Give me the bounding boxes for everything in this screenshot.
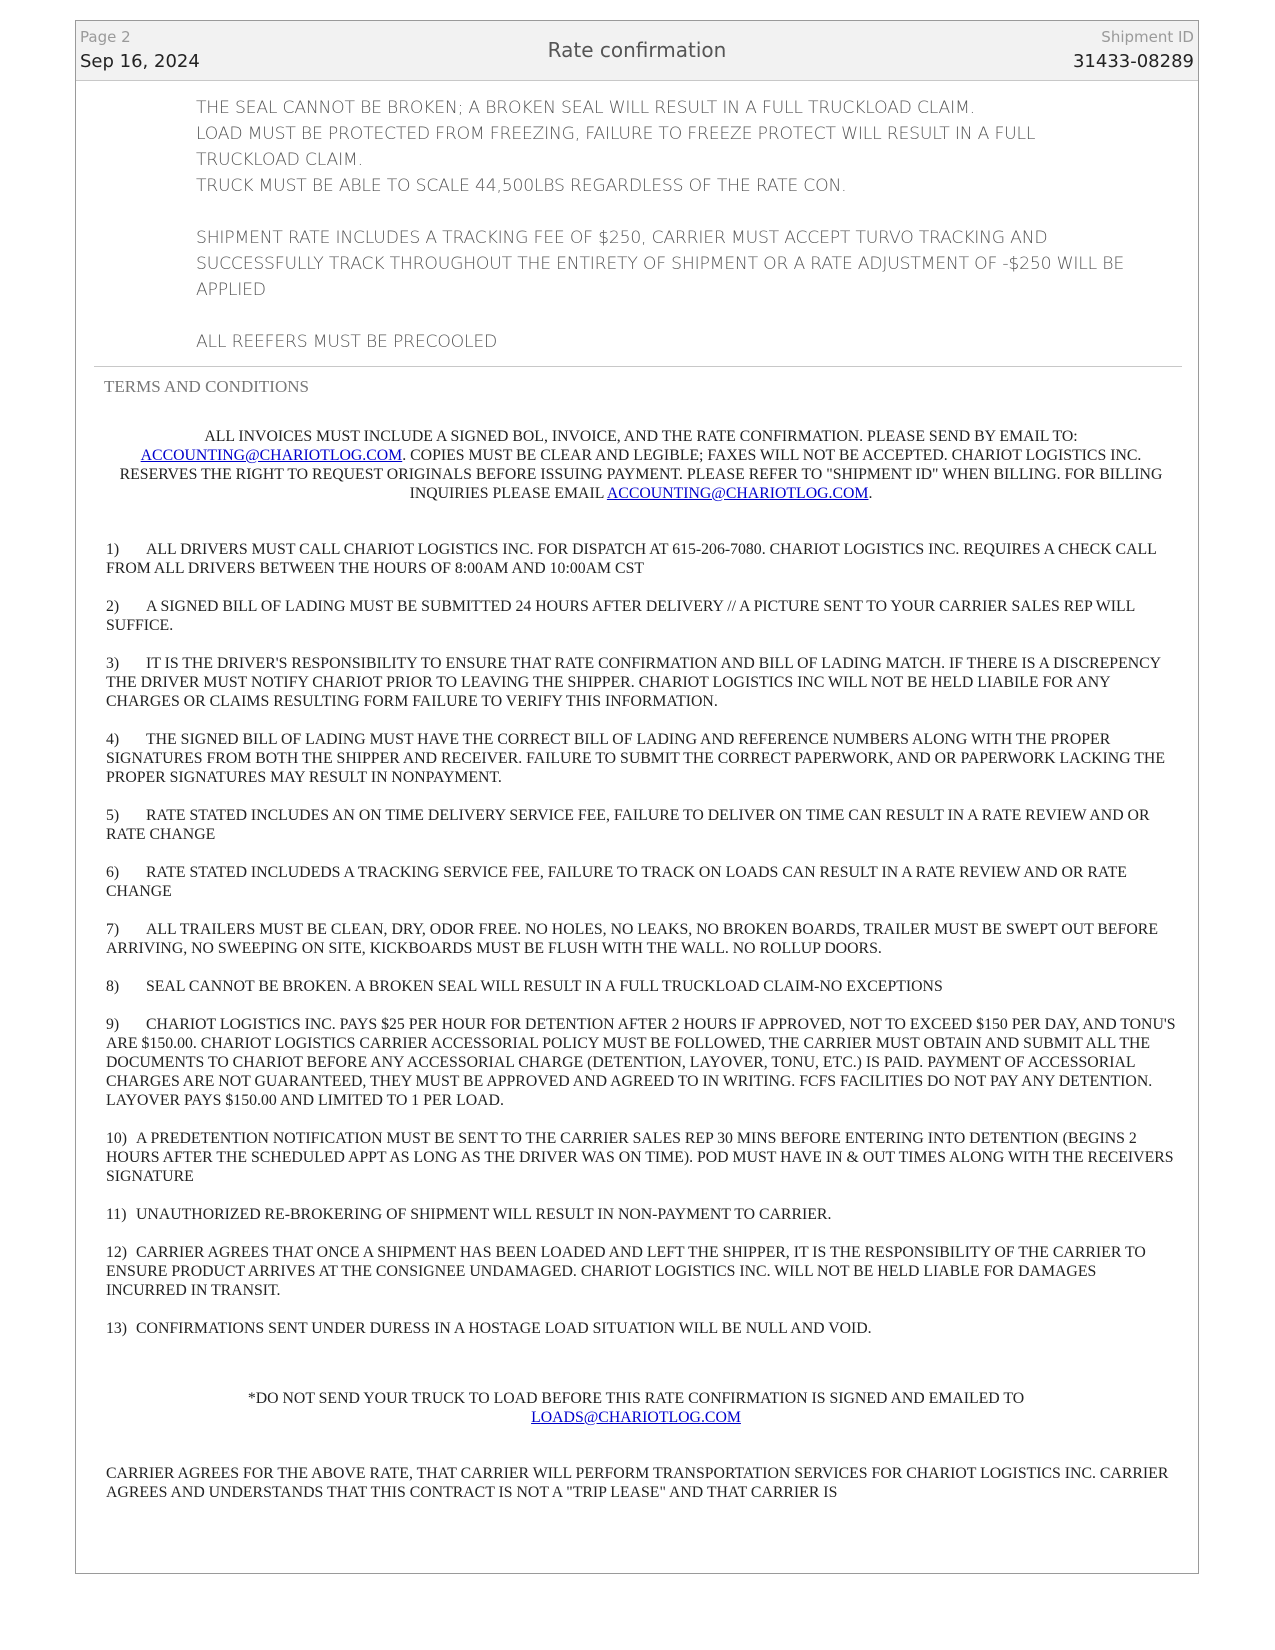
terms-item-number: 7) (106, 921, 120, 938)
page-header (76, 21, 1198, 81)
terms-item (106, 1205, 1178, 1224)
terms-item (106, 863, 1178, 901)
page-frame (75, 20, 1199, 1574)
terms-item (106, 1319, 1178, 1338)
header-right (1073, 27, 1194, 75)
terms-item (106, 1015, 1178, 1110)
terms-item-text: ALL TRAILERS MUST BE CLEAN, DRY, ODOR FREE. NO HOLES, NO LEAKS, NO BROKEN BOARDS, TRAILER MUST BE SWEPT OUT BEFORE ARRIVING, NO SWEEPING ON SITE, KICKBOARDS MUST BE FLUSH WITH THE WALL. NO ROLLUP DOORS. (106, 921, 1158, 957)
terms-item-number: 8) (106, 978, 120, 995)
carrier-agreement: CARRIER AGREES FOR THE ABOVE RATE, THAT CARRIER WILL PERFORM TRANSPORTATION SERVICES FOR CHARIOT LOGISTICS INC. CARRIER AGREES AND UNDERSTANDS THAT THIS CONTRACT IS NOT A "TRIP LEASE" AND THAT CARRIER IS (106, 1465, 1169, 1501)
terms-item-text: CONFIRMATIONS SENT UNDER DURESS IN A HOSTAGE LOAD SITUATION WILL BE NULL AND VOID. (136, 1320, 872, 1337)
note-tracking-fee: SHIPMENT RATE INCLUDES A TRACKING FEE OF $250, CARRIER MUST ACCEPT TURVO TRACKING AND SUCCESSFULLY TRACK THROUGHOUT THE ENTIRETY OF SHIPMENT OR A RATE ADJUSTMENT OF -$250 WILL BE APPLIED (196, 228, 1125, 300)
terms-item-text: A PREDETENTION NOTIFICATION MUST BE SENT TO THE CARRIER SALES REP 30 MINS BEFORE ENTERING INTO DETENTION (BEGINS 2 HOURS AFTER THE SCHEDULED APPT AS LONG AS THE DRIVER WAS ON TIME). POD MUST HAVE IN & OUT TIMES ALONG WITH THE RECEIVERS SIGNATURE (106, 1130, 1174, 1185)
load-warning-text: *DO NOT SEND YOUR TRUCK TO LOAD BEFORE THIS RATE CONFIRMATION IS SIGNED AND EMAILED TO (247, 1390, 1025, 1407)
section-divider (94, 366, 1182, 367)
terms-item-text: SEAL CANNOT BE BROKEN. A BROKEN SEAL WILL RESULT IN A FULL TRUCKLOAD CLAIM-NO EXCEPTIONS (146, 978, 943, 995)
terms-item-text: A SIGNED BILL OF LADING MUST BE SUBMITTED 24 HOURS AFTER DELIVERY // A PICTURE SENT TO YOUR CARRIER SALES REP WILL SUFFICE. (106, 598, 1135, 634)
terms-item-text: RATE STATED INCLUDES AN ON TIME DELIVERY SERVICE FEE, FAILURE TO DELIVER ON TIME CAN RESULT IN A RATE REVIEW AND OR RATE CHANGE (106, 807, 1150, 843)
terms-item (106, 806, 1178, 844)
terms-item-text: THE SIGNED BILL OF LADING MUST HAVE THE CORRECT BILL OF LADING AND REFERENCE NUMBERS ALONG WITH THE PROPER SIGNATURES FROM BOTH THE SHIPPER AND RECEIVER. FAILURE TO SUBMIT THE CORRECT PAPERWORK, AND OR PAPERWORK LACKING THE PROPER SIGNATURES MAY RESULT IN NONPAYMENT. (106, 731, 1165, 786)
terms-item-text: CARRIER AGREES THAT ONCE A SHIPMENT HAS BEEN LOADED AND LEFT THE SHIPPER, IT IS THE RESPONSIBILITY OF THE CARRIER TO ENSURE PRODUCT ARRIVES AT THE CONSIGNEE UNDAMAGED. CHARIOT LOGISTICS INC. WILL NOT BE HELD LIABLE FOR DAMAGES INCURRED IN TRANSIT. (106, 1244, 1146, 1299)
terms-item (106, 540, 1178, 578)
terms-item-number: 4) (106, 731, 120, 748)
note-reefers: ALL REEFERS MUST BE PRECOOLED (196, 332, 498, 352)
terms-item-text: CHARIOT LOGISTICS INC. PAYS $25 PER HOUR FOR DETENTION AFTER 2 HOURS IF APPROVED, NOT TO EXCEED $150 PER DAY, AND TONU'S ARE $150.00. CHARIOT LOGISTICS CARRIER ACCESSORIAL POLICY MUST BE FOLLOWED, THE CARRIER MUST OBTAIN AND SUBMIT ALL THE DOCUMENTS TO CHARIOT BEFORE ANY ACCESSORIAL CHARGE (DETENTION, LAYOVER, TONU, ETC.) IS PAID. PAYMENT OF ACCESSORIAL CHARGES ARE NOT GUARANTEED, THEY MUST BE APPROVED AND AGREED TO IN WRITING. FCFS FACILITIES DO NOT PAY ANY DETENTION. LAYOVER PAYS $150.00 AND LIMITED TO 1 PER LOAD. (106, 1016, 1176, 1109)
terms-item-text: ALL DRIVERS MUST CALL CHARIOT LOGISTICS INC. FOR DISPATCH AT 615-206-7080. CHARIOT LOGISTICS INC. REQUIRES A CHECK CALL FROM ALL DRIVERS BETWEEN THE HOURS OF 8:00AM AND 10:00AM CST (106, 541, 1157, 577)
terms-item-number: 11) (106, 1206, 127, 1223)
terms-item-text: UNAUTHORIZED RE-BROKERING OF SHIPMENT WILL RESULT IN NON-PAYMENT TO CARRIER. (136, 1206, 832, 1223)
loads-email-link[interactable]: LOADS@CHARIOTLOG.COM (531, 1409, 741, 1426)
special-instructions (196, 95, 1126, 355)
note-freeze: LOAD MUST BE PROTECTED FROM FREEZING, FAILURE TO FREEZE PROTECT WILL RESULT IN A FULL TRUCKLOAD CLAIM. (196, 124, 1036, 170)
terms-item-number: 13) (106, 1320, 128, 1337)
terms-item (106, 597, 1178, 635)
terms-heading: TERMS AND CONDITIONS (104, 377, 309, 396)
billing-text-end: . (868, 485, 873, 502)
terms-item-number: 3) (106, 655, 120, 672)
terms-item (106, 654, 1178, 711)
document-date: Sep 16, 2024 (80, 51, 200, 72)
note-seal: THE SEAL CANNOT BE BROKEN; A BROKEN SEAL WILL RESULT IN A FULL TRUCKLOAD CLAIM. (196, 98, 975, 118)
document-title: Rate confirmation (547, 38, 727, 62)
billing-inquiries-email-link[interactable]: ACCOUNTING@CHARIOTLOG.COM (606, 485, 869, 502)
load-warning (106, 1389, 1166, 1427)
terms-item-number: 6) (106, 864, 120, 881)
terms-item (106, 977, 1178, 996)
page-number: Page 2 (80, 28, 131, 46)
terms-item (106, 1243, 1178, 1300)
billing-text-2: . COPIES MUST BE CLEAR AND LEGIBLE; FAXES WILL NOT BE ACCEPTED. CHARIOT LOGISTICS INC. RESERVES THE RIGHT TO REQUEST ORIGINALS BEFORE ISSUING PAYMENT. PLEASE REFER TO "SHIPMENT ID" WHEN BILLING. FOR BILLING INQUIRIES PLEASE EMAIL (119, 447, 1163, 502)
terms-item (106, 1129, 1178, 1186)
terms-list (106, 540, 1178, 1338)
terms-item-number: 12) (106, 1244, 128, 1261)
billing-instructions (106, 427, 1176, 503)
terms-item-text: RATE STATED INCLUDEDS A TRACKING SERVICE FEE, FAILURE TO TRACK ON LOADS CAN RESULT IN A RATE REVIEW AND OR RATE CHANGE (106, 864, 1127, 900)
terms-item-text: IT IS THE DRIVER'S RESPONSIBILITY TO ENSURE THAT RATE CONFIRMATION AND BILL OF LADING MATCH. IF THERE IS A DISCREPENCY THE DRIVER MUST NOTIFY CHARIOT PRIOR TO LEAVING THE SHIPPER. CHARIOT LOGISTICS INC WILL NOT BE HELD LIABILE FOR ANY CHARGES OR CLAIMS RESULTING FORM FAILURE TO VERIFY THIS INFORMATION. (106, 655, 1161, 710)
terms-item-number: 10) (106, 1130, 128, 1147)
shipment-id-value: 31433-08289 (1072, 51, 1194, 72)
accounting-email-link[interactable]: ACCOUNTING@CHARIOTLOG.COM (140, 447, 403, 464)
terms-item (106, 920, 1178, 958)
terms-item-number: 1) (106, 541, 120, 558)
terms-item-number: 2) (106, 598, 120, 615)
shipment-id-label: Shipment ID (1101, 28, 1194, 46)
terms-item-number: 5) (106, 807, 120, 824)
terms-item (106, 730, 1178, 787)
terms-item-number: 9) (106, 1016, 120, 1033)
billing-text-1: ALL INVOICES MUST INCLUDE A SIGNED BOL, INVOICE, AND THE RATE CONFIRMATION. PLEASE SEND BY EMAIL TO: (204, 428, 1078, 445)
note-scale: TRUCK MUST BE ABLE TO SCALE 44,500LBS REGARDLESS OF THE RATE CON. (196, 176, 847, 196)
